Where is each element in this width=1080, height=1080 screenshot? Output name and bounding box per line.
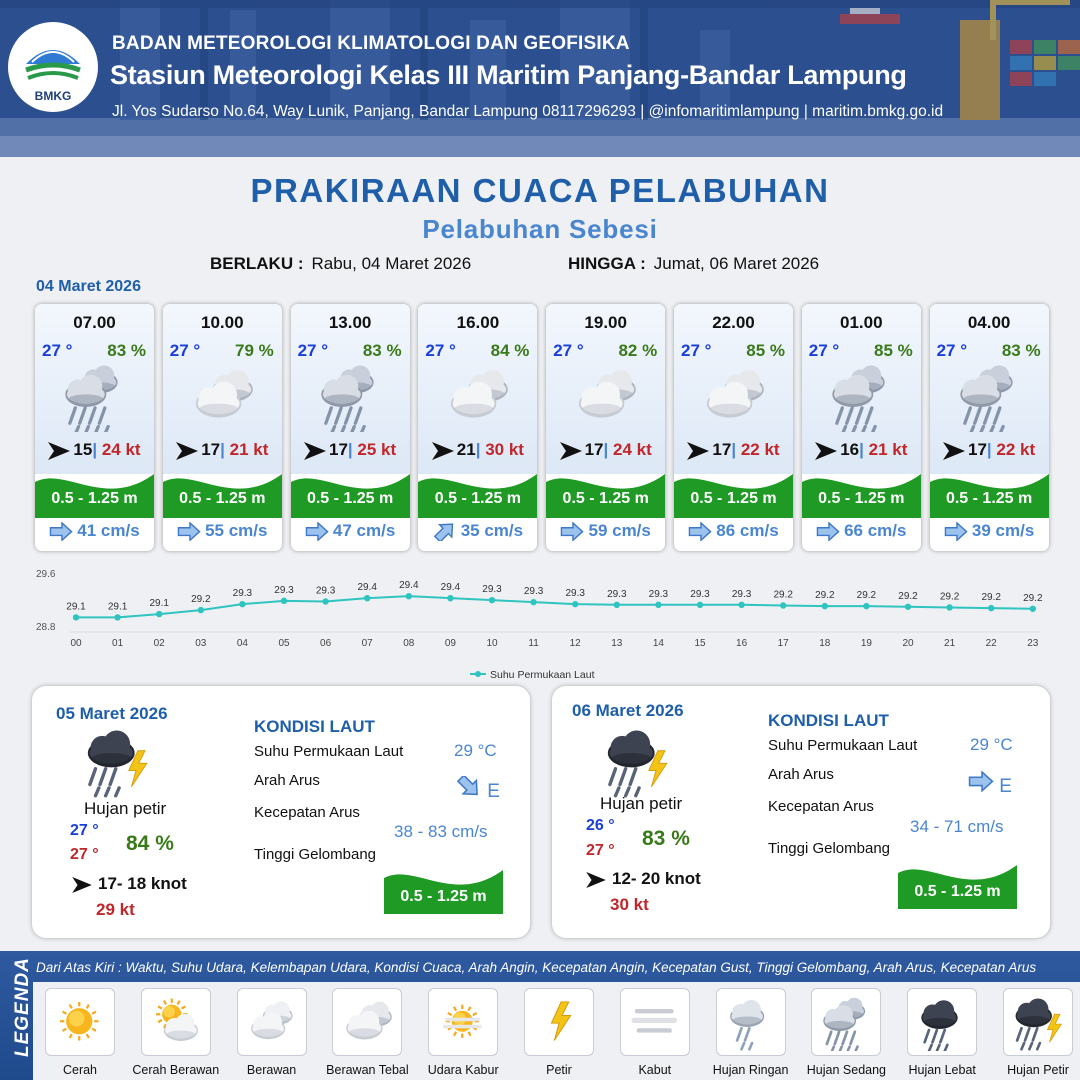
humidity: 83 %: [1001, 341, 1041, 360]
x-tick-label: 22: [985, 638, 997, 649]
wind-separator: |: [603, 440, 609, 459]
current-direction: [968, 771, 1012, 798]
current-direction-icon: [560, 522, 584, 541]
data-point: [655, 602, 661, 608]
air-temperature: 27 °: [297, 341, 329, 360]
data-label: 29.2: [981, 592, 1001, 604]
legend-marker: [475, 671, 481, 677]
data-label: 29.3: [690, 588, 710, 600]
data-label: 29.3: [482, 584, 502, 596]
x-tick-label: 14: [652, 638, 664, 649]
wind-speed: 16: [840, 440, 860, 459]
legend-item-label: Berawan Tebal: [326, 1063, 409, 1077]
sst-series-line: [76, 596, 1033, 617]
current-info: [35, 521, 154, 541]
data-label: 29.3: [315, 585, 336, 597]
current-direction-icon: [177, 522, 201, 541]
wind-direction-icon: [304, 442, 326, 460]
data-label: 29.2: [773, 589, 793, 601]
legend-item-label: Udara Kabur: [427, 1063, 499, 1077]
current-speed: 86 cm/s: [716, 521, 779, 540]
current-speed: 39 cm/s: [971, 521, 1035, 540]
berawan-tebal-icon: [696, 362, 772, 432]
daily-weather-icon: [78, 726, 158, 798]
page-title: PRAKIRAAN CUACA PELABUHAN: [250, 172, 830, 209]
port-name: Pelabuhan Sebesi: [422, 214, 658, 244]
hourly-date: 04 Maret 2026: [36, 278, 141, 295]
wind-info: [418, 440, 537, 460]
data-label: 29.2: [898, 590, 918, 602]
x-tick-label: 18: [819, 638, 831, 649]
x-tick-label: 00: [70, 638, 82, 649]
sea-condition-title: KONDISI LAUT: [768, 711, 889, 730]
data-label: 29.3: [274, 584, 294, 596]
current-direction-label: Arah Arus: [254, 772, 320, 789]
current-direction-value: E: [487, 780, 500, 802]
legend-note: Dari Atas Kiri : Waktu, Suhu Udara, Kelembapan Udara, Kondisi Cuaca, Arah Angin, Kecepatan Angin, Kecepatan Gust, Tinggi Gelombang, Arah Arus, Kecepatan Arus: [36, 960, 1037, 975]
x-tick-label: 05: [278, 638, 290, 649]
wind-direction-icon: [72, 877, 92, 893]
wind-info: [674, 440, 793, 460]
daily-temp-min: 26 °: [586, 817, 615, 834]
current-info: [930, 521, 1049, 541]
current-info: [802, 521, 921, 541]
current-speed-label: Kecepatan Arus: [254, 804, 360, 821]
legend-item-label: Petir: [546, 1063, 572, 1077]
legend-item-label: Hujan Petir: [1007, 1063, 1069, 1077]
legend-title: LEGENDA: [12, 957, 33, 1057]
data-point: [73, 614, 79, 620]
legend-item-hujan-ringan: [716, 988, 786, 1056]
daily-temp-min: 27 °: [70, 822, 99, 839]
x-tick-label: 19: [860, 638, 872, 649]
wave-height: 0.5 - 1.25 m: [51, 490, 138, 507]
data-point: [988, 605, 994, 611]
hourly-card: [291, 304, 410, 551]
wind-info: [291, 440, 410, 460]
wind-direction-icon: [560, 442, 582, 460]
air-temperature: 27 °: [553, 341, 584, 360]
current-direction-value: E: [999, 775, 1012, 797]
daily-wind-speed: 12- 20 knot: [612, 869, 701, 888]
x-tick-label: 13: [611, 638, 623, 649]
wind-speed: 17: [329, 440, 348, 459]
daily-forecast-day2: [552, 686, 1050, 938]
agency-name: BADAN METEOROLOGI KLIMATOLOGI DAN GEOFISIKA: [112, 33, 630, 54]
humidity: 82 %: [618, 341, 658, 360]
valid-to: [568, 254, 819, 274]
wind-direction-icon: [943, 442, 965, 460]
current-direction-label: Arah Arus: [768, 766, 834, 783]
legend-item-petir: [524, 988, 594, 1056]
data-label: 29.1: [149, 598, 169, 610]
daily-wind: [72, 874, 187, 894]
legend-item-hujan-petir: [1003, 988, 1073, 1056]
wind-direction-icon: [48, 442, 70, 460]
wind-separator: |: [220, 440, 225, 459]
legend-item-berawan: [237, 988, 307, 1056]
sst-label: Suhu Permukaan Laut: [254, 743, 404, 760]
wave-height-label: Tinggi Gelombang: [768, 840, 891, 857]
air-temperature: 27 °: [42, 341, 73, 360]
wind-speed: 15: [73, 440, 93, 459]
data-label: 29.4: [357, 582, 377, 594]
data-label: 29.4: [440, 582, 461, 594]
weather-condition: [313, 362, 389, 432]
daily-wave-height: 0.5 - 1.25 m: [914, 883, 1001, 900]
legend-item-cerah: [45, 988, 115, 1056]
valid-from-date: Rabu, 04 Maret 2026: [311, 254, 472, 273]
data-point: [697, 602, 703, 608]
wave-height: 0.5 - 1.25 m: [306, 490, 394, 507]
petir-icon: [530, 995, 590, 1051]
wind-separator: |: [92, 440, 98, 459]
forecast-time: 04.00: [967, 313, 1011, 332]
hourly-card: [418, 304, 537, 551]
data-point: [281, 598, 287, 604]
data-label: 29.3: [607, 588, 627, 600]
x-tick-label: 17: [777, 638, 789, 649]
daily-condition: Hujan petir: [84, 799, 167, 818]
hourly-card: [674, 304, 793, 551]
data-label: 29.3: [565, 588, 585, 600]
hourly-card: [163, 304, 282, 551]
x-tick-label: 23: [1027, 638, 1039, 649]
daily-wind: [586, 869, 701, 889]
data-label: 29.4: [399, 580, 419, 592]
x-tick-label: 11: [528, 638, 539, 649]
valid-to-date: Jumat, 06 Maret 2026: [653, 254, 820, 273]
berawan-tebal-icon: [440, 362, 516, 432]
wave-height: 0.5 - 1.25 m: [945, 490, 1033, 507]
daily-humidity: 83 %: [642, 827, 690, 850]
wave-height: 0.5 - 1.25 m: [690, 490, 777, 507]
weather-condition: [185, 362, 261, 432]
legend-item-label: Hujan Sedang: [806, 1063, 886, 1077]
cerah-berawan-icon: [147, 995, 207, 1051]
sea-surface-temperature-chart: [30, 562, 1060, 687]
wind-info: [163, 440, 282, 460]
berawan-tebal-icon: [568, 362, 644, 432]
x-tick-label: 16: [736, 638, 748, 649]
data-label: 29.2: [1023, 592, 1043, 604]
air-temperature: 27 °: [169, 341, 201, 360]
gust-speed: 22 kt: [740, 440, 780, 459]
data-label: 29.3: [232, 588, 253, 600]
current-direction-icon: [433, 522, 457, 541]
wind-info: [930, 440, 1049, 460]
data-point: [447, 595, 453, 601]
legend-item-kabut: [620, 988, 690, 1056]
wind-direction-icon: [815, 442, 837, 460]
current-speed-value: 38 - 83 cm/s: [394, 822, 488, 841]
wind-speed: 21: [456, 440, 476, 459]
kabut-icon: [626, 995, 686, 1051]
gust-speed: 22 kt: [996, 440, 1036, 459]
hujan-lebat-icon: [913, 995, 973, 1051]
current-direction-icon: [456, 776, 482, 797]
forecast-time: 13.00: [328, 313, 372, 332]
wave-height: 0.5 - 1.25 m: [179, 490, 266, 507]
hujan-petir-icon: [78, 726, 158, 798]
wind-separator: |: [731, 440, 737, 459]
weather-condition: [952, 362, 1028, 432]
data-point: [946, 604, 952, 610]
current-direction-icon: [944, 522, 968, 541]
wave-height: 0.5 - 1.25 m: [434, 490, 522, 507]
weather-condition: [568, 362, 644, 432]
current-speed-value: 34 - 71 cm/s: [910, 817, 1004, 836]
data-point: [489, 597, 495, 603]
wind-separator: |: [475, 440, 481, 459]
data-point: [738, 602, 744, 608]
daily-weather-icon: [598, 726, 678, 798]
wind-speed: 17: [968, 440, 987, 459]
legend-item-label: Cerah Berawan: [132, 1063, 220, 1077]
data-point: [406, 593, 412, 599]
daily-humidity: 84 %: [126, 832, 174, 855]
wind-speed: 17: [201, 440, 221, 459]
current-speed: 55 cm/s: [205, 521, 268, 540]
x-tick-label: 04: [236, 638, 248, 649]
data-point: [198, 607, 204, 613]
wind-info: [546, 440, 665, 460]
valid-from: [210, 254, 471, 274]
hujan-ringan-icon: [722, 995, 782, 1051]
wind-direction-icon: [687, 442, 709, 460]
weather-condition: [696, 362, 772, 432]
data-point: [905, 604, 911, 610]
humidity: 83 %: [362, 341, 402, 360]
daily-temp-max: 27 °: [70, 846, 99, 863]
data-point: [572, 601, 578, 607]
x-tick-label: 03: [195, 638, 207, 649]
weather-condition: [57, 362, 133, 432]
current-info: [674, 521, 793, 541]
hujan-sedang-icon: [313, 362, 389, 432]
legend-item-label: Hujan Ringan: [712, 1063, 789, 1077]
data-point: [530, 599, 536, 605]
forecast-time: 07.00: [73, 313, 116, 332]
gust-speed: 24 kt: [613, 440, 652, 459]
data-point: [114, 614, 120, 620]
wave-height: 0.5 - 1.25 m: [562, 490, 649, 507]
data-point: [364, 595, 370, 601]
air-temperature: 27 °: [808, 341, 840, 360]
humidity: 84 %: [490, 341, 530, 360]
data-label: 29.1: [107, 601, 128, 613]
bmkg-emblem-icon: [8, 22, 98, 112]
humidity: 79 %: [235, 341, 274, 360]
hujan-sedang-icon: [824, 362, 900, 432]
wind-separator: |: [986, 440, 992, 459]
weather-condition: [440, 362, 516, 432]
legend-item-udara-kabur: [428, 988, 498, 1056]
data-label: 29.2: [856, 590, 877, 602]
current-direction-icon: [816, 522, 840, 541]
x-tick-label: 09: [444, 638, 456, 649]
forecast-time: 10.00: [201, 313, 244, 332]
data-label: 29.3: [731, 588, 752, 600]
x-tick-label: 06: [320, 638, 332, 649]
udara-kabur-icon: [434, 995, 494, 1051]
x-tick-label: 07: [361, 638, 373, 649]
legend-item-label: Hujan Lebat: [908, 1063, 976, 1077]
forecast-time: 19.00: [584, 313, 627, 332]
daily-wind-speed: 17- 18 knot: [98, 874, 187, 893]
hourly-card: [35, 304, 154, 551]
current-speed: 41 cm/s: [77, 521, 140, 540]
data-label: 29.2: [939, 591, 960, 603]
current-direction-icon: [688, 522, 712, 541]
data-label: 29.1: [66, 601, 86, 613]
daily-condition: Hujan petir: [600, 794, 683, 813]
humidity: 83 %: [107, 341, 146, 360]
wind-separator: |: [859, 440, 864, 459]
data-point: [239, 601, 245, 607]
bmkg-logo: [8, 22, 98, 112]
sst-value: 29 °C: [970, 735, 1013, 754]
header-banner: [0, 0, 1080, 157]
wave-height-label: Tinggi Gelombang: [254, 846, 377, 863]
x-tick-label: 01: [112, 638, 124, 649]
legend-item-berawan-tebal: [332, 988, 402, 1056]
data-point: [156, 611, 162, 617]
current-direction-icon: [305, 522, 329, 541]
gust-speed: 25 kt: [357, 440, 397, 459]
legend-label: Suhu Permukaan Laut: [490, 669, 595, 681]
weather-condition: [824, 362, 900, 432]
hujan-sedang-icon: [57, 362, 133, 432]
current-speed: 59 cm/s: [588, 521, 651, 540]
x-tick-label: 12: [569, 638, 581, 649]
legend-item-hujan-sedang: [811, 988, 881, 1056]
wind-direction-icon: [432, 442, 454, 460]
daily-wave-height: 0.5 - 1.25 m: [400, 888, 487, 905]
sea-condition-title: KONDISI LAUT: [254, 717, 375, 736]
wind-speed: 17: [584, 440, 604, 459]
data-label: 29.3: [523, 586, 544, 598]
y-tick-label: 28.8: [36, 622, 56, 633]
legend-item-hujan-lebat: [907, 988, 977, 1056]
legend-item-label: Berawan: [246, 1063, 297, 1077]
valid-from-label: BERLAKU :: [210, 254, 304, 273]
wind-separator: |: [347, 440, 353, 459]
current-info: [163, 521, 282, 541]
sst-value: 29 °C: [454, 741, 497, 760]
daily-date: 05 Maret 2026: [56, 704, 168, 723]
wind-direction-icon: [586, 872, 606, 888]
current-speed: 47 cm/s: [332, 521, 396, 540]
hujan-sedang-icon: [952, 362, 1028, 432]
hourly-card: [546, 304, 665, 551]
forecast-time: 16.00: [456, 313, 500, 332]
current-info: [418, 521, 537, 541]
x-tick-label: 08: [403, 638, 415, 649]
current-direction: [456, 776, 500, 803]
gust-speed: 21 kt: [868, 440, 908, 459]
current-direction-icon: [968, 771, 994, 792]
x-tick-label: 21: [944, 638, 956, 649]
berawan-icon: [243, 995, 303, 1051]
data-point: [780, 602, 786, 608]
cerah-icon: [51, 995, 111, 1051]
current-info: [291, 521, 410, 541]
x-tick-label: 02: [153, 638, 165, 649]
current-speed-label: Kecepatan Arus: [768, 798, 874, 815]
y-tick-label: 29.6: [36, 569, 56, 580]
current-speed: 35 cm/s: [460, 521, 524, 540]
forecast-time: 01.00: [840, 313, 883, 332]
daily-temp-max: 27 °: [586, 842, 615, 859]
logo-text: BMKG: [34, 89, 72, 103]
daily-date: 06 Maret 2026: [572, 701, 684, 720]
air-temperature: 27 °: [425, 341, 456, 360]
legend-item-label: Cerah: [62, 1063, 98, 1077]
humidity: 85 %: [746, 341, 785, 360]
wind-info: [35, 440, 154, 460]
current-direction-icon: [49, 522, 73, 541]
hujan-sedang-icon: [817, 995, 877, 1051]
daily-forecast-day1: [32, 686, 530, 938]
air-temperature: 27 °: [681, 341, 712, 360]
sst-label: Suhu Permukaan Laut: [768, 737, 918, 754]
wind-direction-icon: [176, 442, 198, 460]
forecast-time: 22.00: [712, 313, 755, 332]
station-name: Stasiun Meteorologi Kelas III Maritim Panjang-Bandar Lampung: [110, 60, 907, 90]
legend-item-cerah-berawan: [141, 988, 211, 1056]
x-tick-label: 20: [902, 638, 914, 649]
legend-item-label: Kabut: [638, 1063, 672, 1077]
data-point: [1030, 606, 1036, 612]
gust-speed: 30 kt: [485, 440, 524, 459]
wind-speed: 17: [712, 440, 732, 459]
daily-gust: 29 kt: [96, 900, 135, 919]
current-speed: 66 cm/s: [844, 521, 907, 540]
wind-info: [802, 440, 921, 460]
data-label: 29.3: [648, 588, 669, 600]
current-info: [546, 521, 665, 541]
x-tick-label: 10: [486, 638, 498, 649]
data-label: 29.2: [815, 590, 835, 602]
data-point: [822, 603, 828, 609]
hourly-card: [802, 304, 921, 551]
gust-speed: 21 kt: [229, 440, 269, 459]
berawan-tebal-icon: [185, 362, 261, 432]
hujan-petir-icon: [1009, 995, 1069, 1051]
hourly-card: [930, 304, 1049, 551]
wave-height: 0.5 - 1.25 m: [818, 490, 905, 507]
gust-speed: 24 kt: [101, 440, 141, 459]
daily-gust: 30 kt: [610, 895, 649, 914]
humidity: 85 %: [874, 341, 913, 360]
data-point: [863, 603, 869, 609]
hujan-petir-icon: [598, 726, 678, 798]
berawan-tebal-icon: [338, 995, 398, 1051]
air-temperature: 27 °: [936, 341, 968, 360]
data-label: 29.2: [191, 594, 211, 606]
valid-to-label: HINGGA :: [568, 254, 646, 273]
x-tick-label: 15: [694, 638, 706, 649]
data-point: [322, 598, 328, 604]
data-point: [614, 602, 620, 608]
station-contact: Jl. Yos Sudarso No.64, Way Lunik, Panjang, Bandar Lampung 08117296293 | @infomaritimlampung | maritim.bmkg.go.id: [112, 103, 944, 120]
